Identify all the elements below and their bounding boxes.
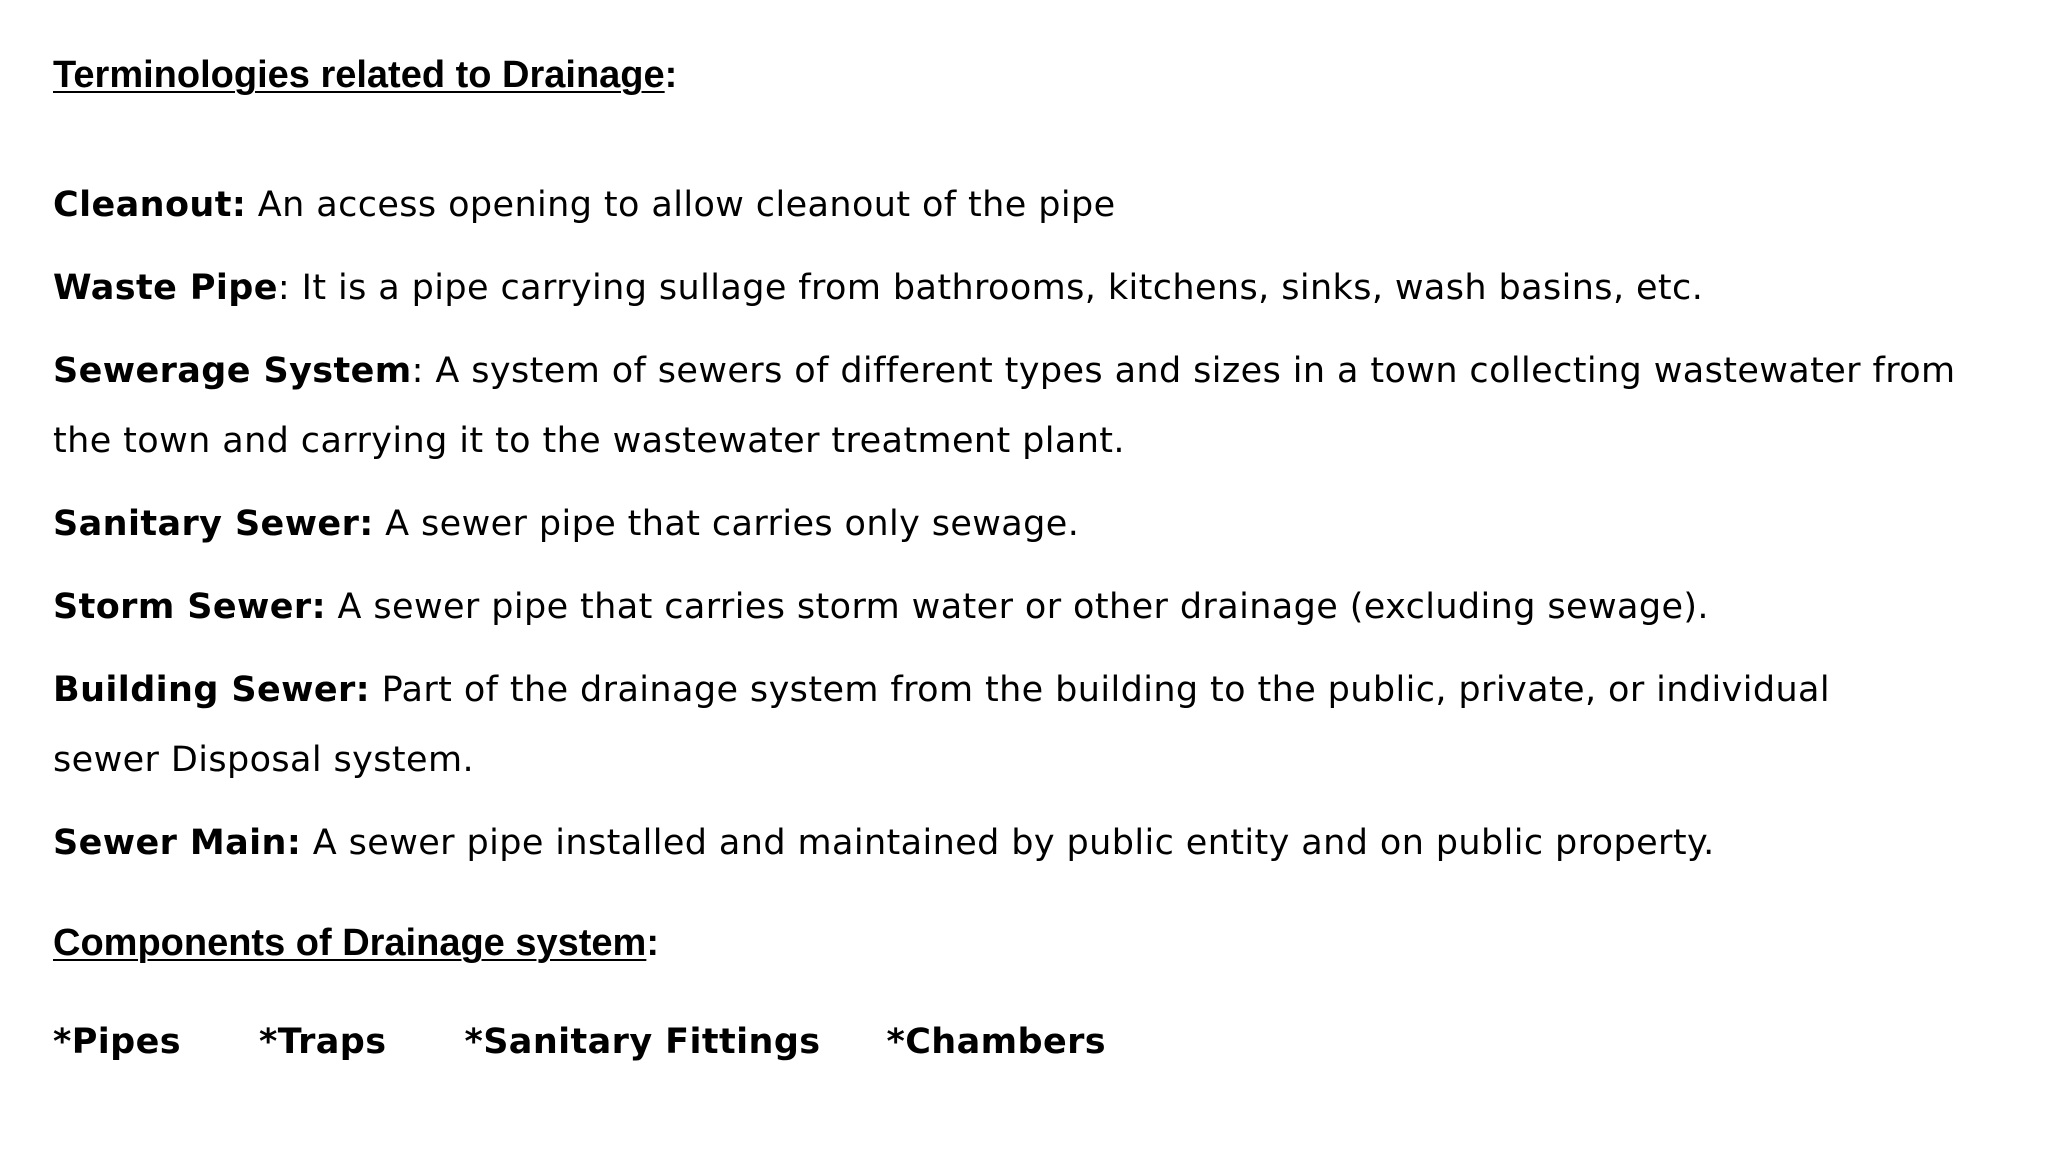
term-sanitary-sewer bbox=[53, 489, 2013, 559]
terminologies-heading-colon: : bbox=[664, 54, 678, 96]
components-heading-text: Components of Drainage system bbox=[53, 922, 647, 964]
term-definition: An access opening to allow cleanout of the pipe bbox=[246, 185, 1116, 225]
term-name: Building Sewer: bbox=[53, 670, 371, 710]
term-name: Sanitary Sewer: bbox=[53, 504, 374, 544]
term-building-sewer bbox=[53, 655, 1898, 795]
term-cleanout bbox=[53, 170, 2013, 240]
term-sewerage-system bbox=[53, 336, 1958, 476]
term-name: Waste Pipe bbox=[53, 268, 278, 308]
term-sewer-main bbox=[53, 808, 2013, 878]
component-item: *Pipes bbox=[53, 1022, 181, 1062]
term-definition: : It is a pipe carrying sullage from bathrooms, kitchens, sinks, wash basins, etc. bbox=[277, 268, 1704, 308]
term-name: Storm Sewer: bbox=[53, 587, 326, 627]
terminologies-heading-text: Terminologies related to Drainage bbox=[53, 54, 665, 96]
term-definition: A sewer pipe that carries storm water or other drainage (excluding sewage). bbox=[325, 587, 1709, 627]
term-storm-sewer bbox=[53, 572, 2013, 642]
terminology-list bbox=[53, 170, 2013, 891]
term-waste-pipe bbox=[53, 253, 2013, 323]
term-definition: Part of the drainage system from the building to the public, private, or individual sewer Disposal system. bbox=[53, 670, 1831, 780]
component-item: *Chambers bbox=[886, 1022, 1106, 1062]
term-name: Cleanout: bbox=[53, 185, 247, 225]
term-name: Sewer Main: bbox=[53, 823, 302, 863]
component-item: *Sanitary Fittings bbox=[464, 1022, 821, 1062]
components-heading bbox=[53, 924, 659, 962]
components-heading-colon: : bbox=[646, 922, 659, 964]
term-definition: A sewer pipe that carries only sewage. bbox=[373, 504, 1080, 544]
terminologies-heading bbox=[53, 56, 677, 94]
term-definition: : A system of sewers of different types and sizes in a town collecting wastewater from the town and carrying it to the wastewater treatment plant. bbox=[53, 351, 1956, 461]
component-item: *Traps bbox=[258, 1022, 387, 1062]
term-name: Sewerage System bbox=[53, 351, 412, 391]
term-definition: A sewer pipe installed and maintained by public entity and on public property. bbox=[301, 823, 1715, 863]
components-list bbox=[53, 1020, 1106, 1064]
